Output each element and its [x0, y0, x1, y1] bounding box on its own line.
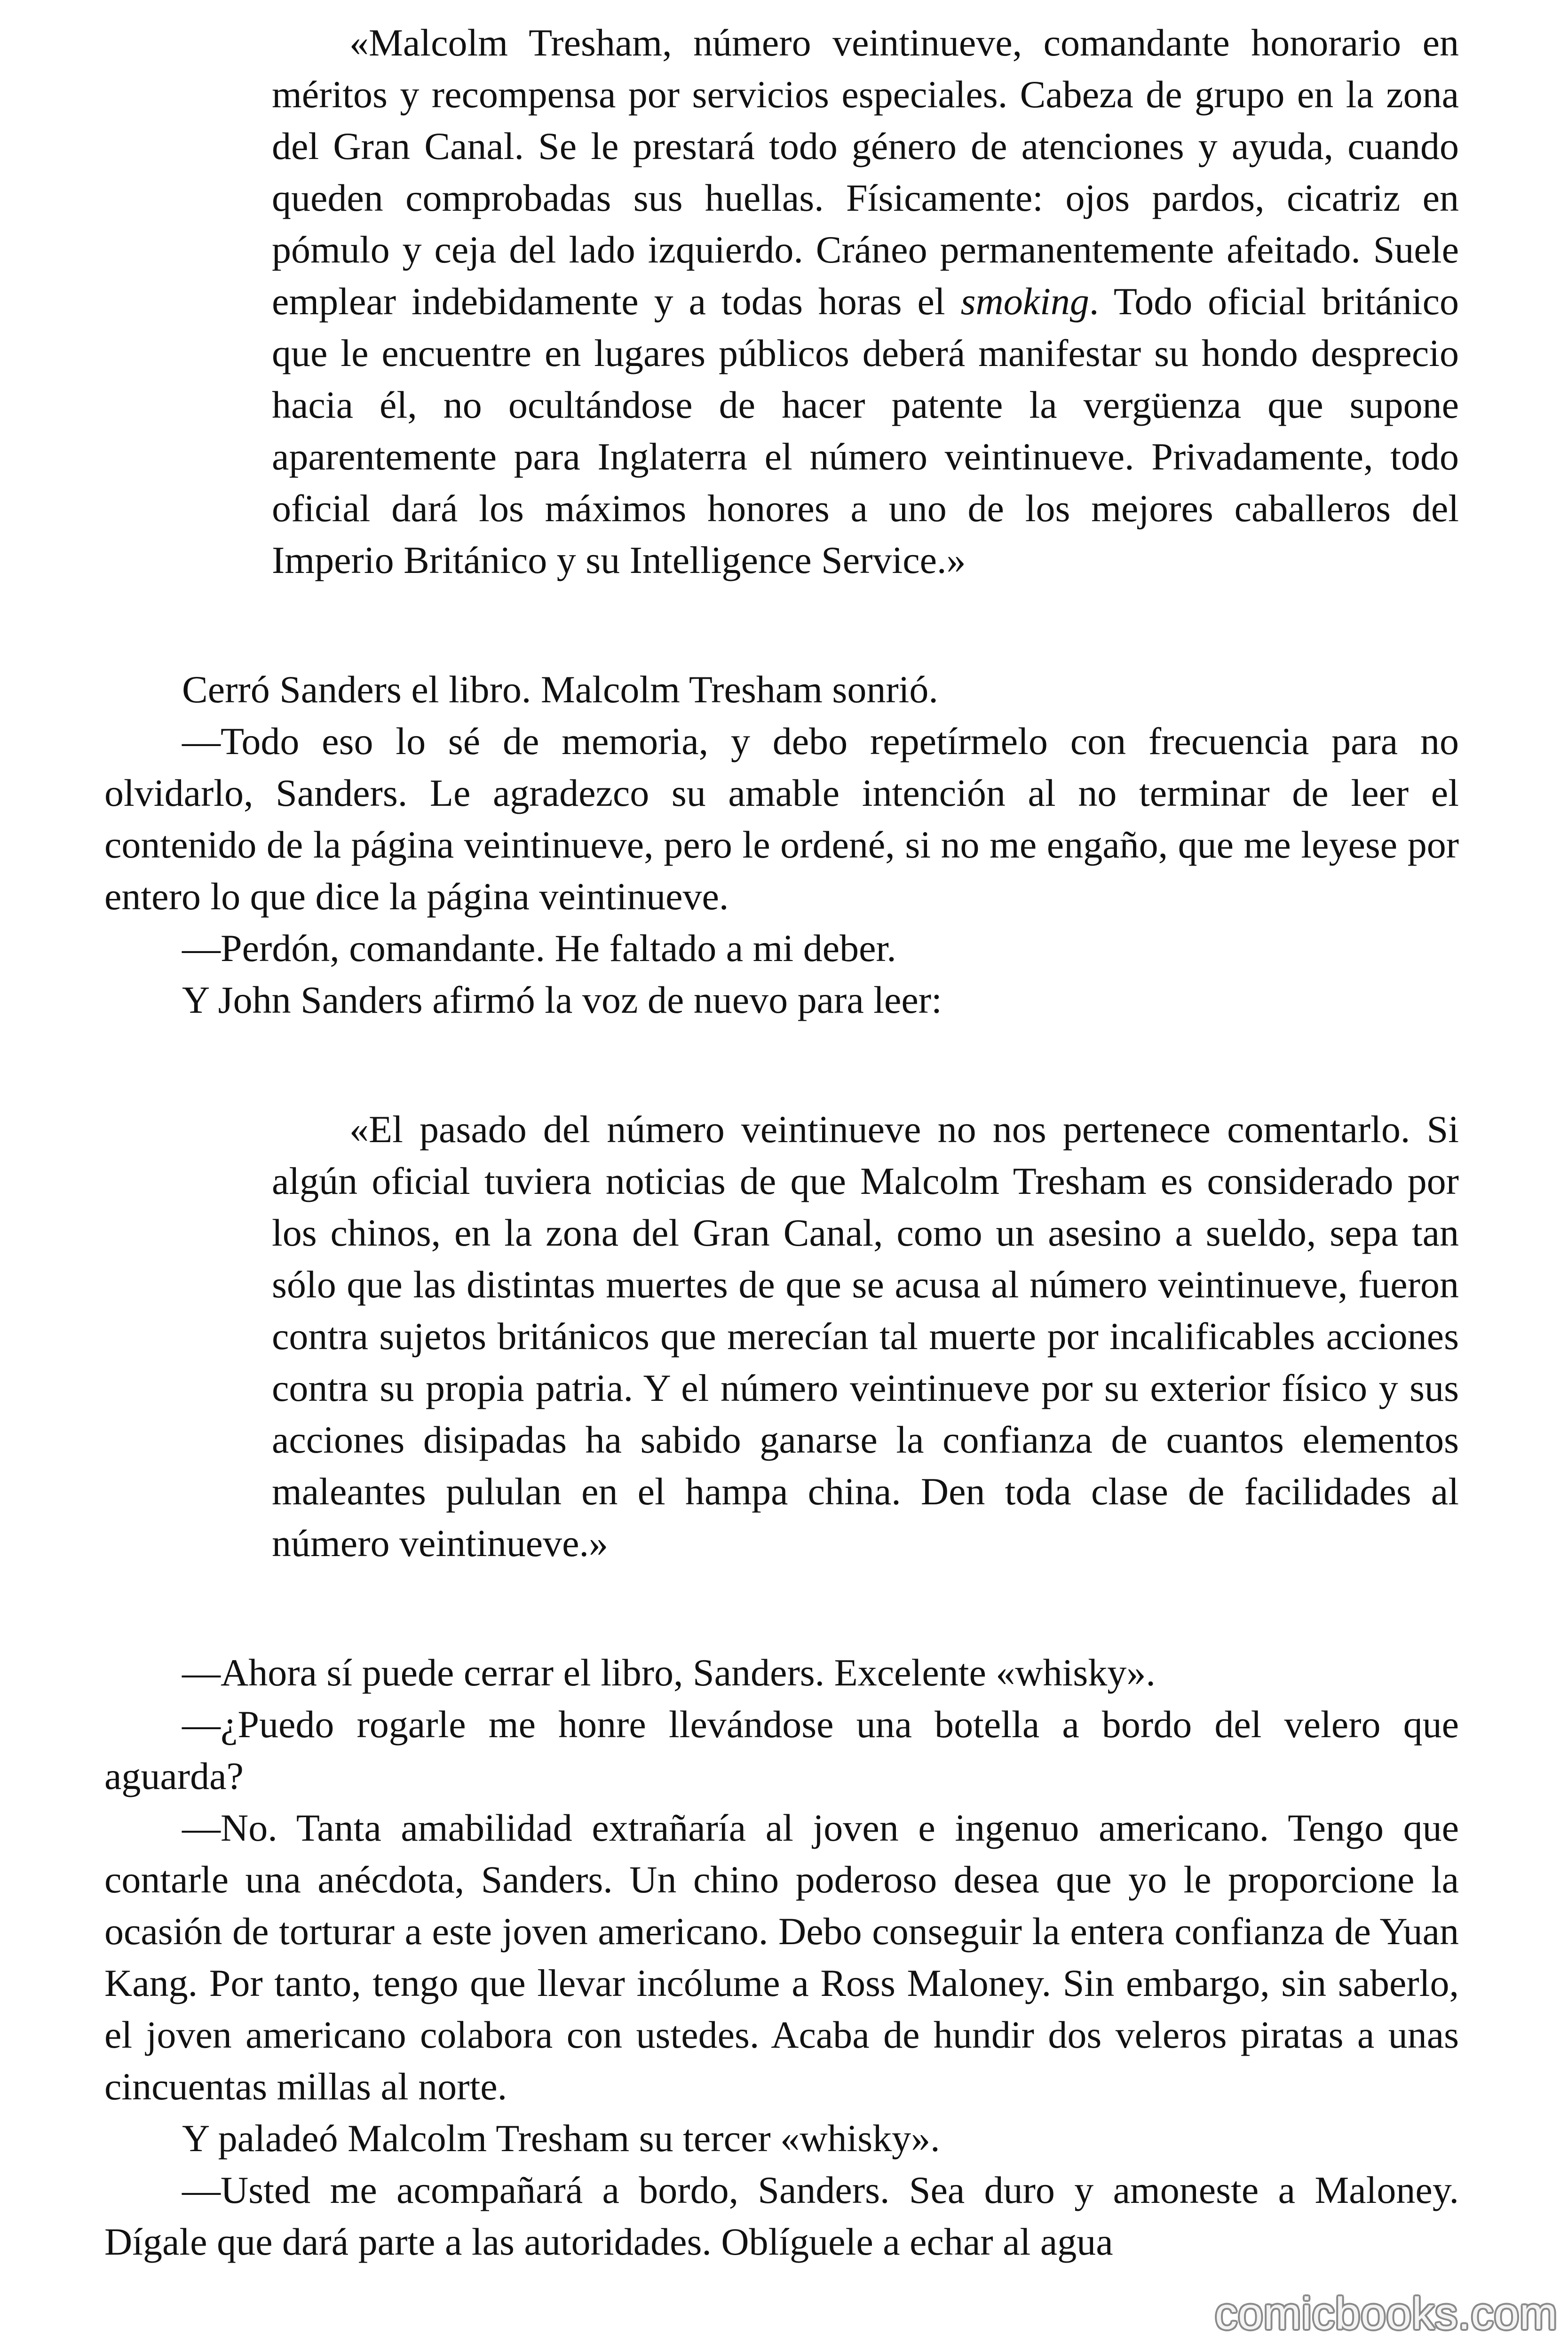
paragraph: —Ahora sí puede cerrar el libro, Sanders. Excelente «whisky». [182, 1651, 1156, 1694]
quote-text-end: . Todo oficial británico que le encuentre en lugares públicos deberá manifestar su hondo desprecio hacia él, no ocultándose de hacer patente la vergüenza que supone aparentemente para Inglaterra el número veintinueve. Privadamente, todo oficial dará los máximos honores a uno de los mejores caballeros del Imperio Británico y su Intelligence Service.» [272, 280, 1459, 581]
paragraph: —No. Tanta amabilidad extrañaría al joven e ingenuo americano. Tengo que contarle una anécdota, Sanders. Un chino poderoso desea que yo le proporcione la ocasión de torturar a este joven americano. Debo conseguir la entera confianza de Yuan Kang. Por tanto, tengo que llevar incólume a Ross Maloney. Sin embargo, sin saberlo, el joven americano colabora con ustedes. Acaba de hundir dos veleros piratas a unas cincuentas millas al norte. [104, 1806, 1459, 2108]
paragraph: —Todo eso lo sé de memoria, y debo repetírmelo con frecuencia para no olvidarlo, Sanders. Le agradezco su amable intención al no terminar de leer el contenido de la página veintinueve, pero le ordené, si no me engaño, que me leyese por entero lo que dice la página veintinueve. [104, 720, 1459, 918]
paragraph: —¿Puedo rogarle me honre llevándose una botella a bordo del velero que aguarda? [104, 1703, 1459, 1797]
narrative-section-1 [104, 664, 1459, 1026]
narrative-section-2 [104, 1647, 1459, 2268]
page-content [104, 17, 1459, 2268]
paragraph: Y paladeó Malcolm Tresham su tercer «whisky». [182, 2117, 940, 2160]
paragraph: Cerró Sanders el libro. Malcolm Tresham sonrió. [182, 668, 938, 711]
paragraph: —Perdón, comandante. He faltado a mi deber. [182, 927, 896, 969]
quote-paragraph [272, 17, 1459, 586]
watermark: comicbooks.com [1215, 2288, 1558, 2339]
italic-word: smoking [960, 280, 1089, 323]
quote-paragraph: «El pasado del número veintinueve no nos pertenece comentarlo. Si algún oficial tuviera noticias de que Malcolm Tresham es considerado por los chinos, en la zona del Gran Canal, como un asesino a sueldo, sepa tan sólo que las distintas muertes de que se acusa al número veintinueve, fueron contra sujetos británicos que merecían tal muerte por incalificables acciones contra su propia patria. Y el número veintinueve por su exterior físico y sus acciones disipadas ha sabido ganarse la confianza de cuantos elementos maleantes pululan en el hampa china. Den toda clase de facilidades al número veintinueve.» [272, 1108, 1459, 1565]
block-quote-1 [272, 17, 1459, 586]
paragraph: —Usted me acompañará a bordo, Sanders. Sea duro y amoneste a Maloney. Dígale que dará parte a las autoridades. Oblíguele a echar al agua [104, 2169, 1459, 2263]
quote-text-start: «Malcolm Tresham, número veintinueve, comandante honorario en méritos y recompensa por servicios especiales. Cabeza de grupo en la zona del Gran Canal. Se le prestará todo género de atenciones y ayuda, cuando queden comprobadas sus huellas. Físicamente: ojos pardos, cicatriz en pómulo y ceja del lado izquierdo. Cráneo permanentemente afeitado. Suele emplear indebidamente y a todas horas el [272, 21, 1459, 323]
block-quote-2 [272, 1104, 1459, 1569]
paragraph: Y John Sanders afirmó la voz de nuevo para leer: [182, 978, 942, 1021]
